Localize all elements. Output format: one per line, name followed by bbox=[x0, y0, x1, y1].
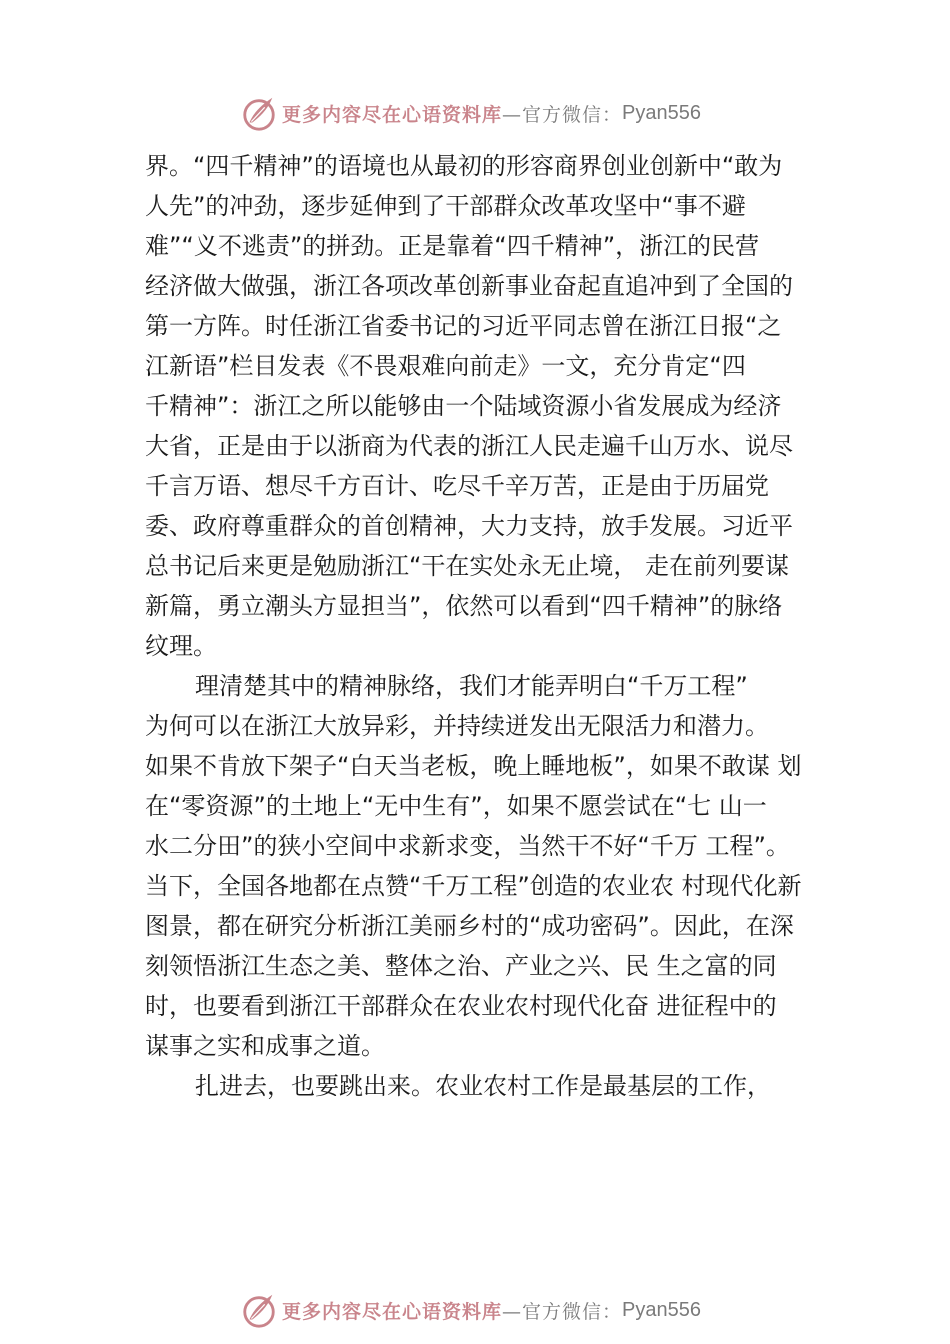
footer-wechat-id: Pyan556 bbox=[622, 1298, 701, 1321]
text-line: 纹理。 bbox=[145, 632, 217, 660]
text-line: 千言万语、想尽千方百计、吃尽千辛万苦，正是由于历届党 bbox=[145, 472, 769, 500]
text-line: 时，也要看到浙江干部群众在农业农村现代化奋 进征程中的 bbox=[145, 992, 777, 1020]
text-line: 当下，全国各地都在点赞“千万工程”创造的农业农 村现代化新 bbox=[145, 872, 802, 900]
document-body bbox=[145, 146, 835, 1106]
text-line: 刻领悟浙江生态之美、整体之治、产业之兴、民 生之富的同 bbox=[145, 952, 777, 980]
header-banner bbox=[0, 93, 950, 133]
text-line: 第一方阵。时任浙江省委书记的习近平同志曾在浙江日报“之 bbox=[145, 312, 782, 340]
header-wechat-id: Pyan556 bbox=[622, 101, 701, 124]
footer-banner bbox=[0, 1290, 950, 1330]
text-line: 水二分田”的狭小空间中求新求变，当然干不好“千万 工程”。 bbox=[145, 832, 790, 860]
paragraph-1 bbox=[145, 146, 835, 666]
text-line: 理清楚其中的精神脉络，我们才能弄明白“千万工程” bbox=[195, 672, 748, 700]
footer-brand-text: 更多内容尽在心语资料库 bbox=[282, 1300, 503, 1323]
text-line: 大省，正是由于以浙商为代表的浙江人民走遍千山万水、说尽 bbox=[145, 432, 793, 460]
text-line: 江新语”栏目发表《不畏艰难向前走》一文，充分肯定“四 bbox=[145, 352, 746, 380]
text-line: 谋事之实和成事之道。 bbox=[145, 1032, 385, 1060]
text-line: 扎进去，也要跳出来。农业农村工作是最基层的工作， bbox=[195, 1072, 771, 1100]
text-line: 图景，都在研究分析浙江美丽乡村的“成功密码”。因此，在深 bbox=[145, 912, 794, 940]
text-line: 委、政府尊重群众的首创精神，大力支持，放手发展。习近平 bbox=[145, 512, 793, 540]
header-brand-text: 更多内容尽在心语资料库 bbox=[282, 103, 503, 126]
paragraph-2 bbox=[145, 666, 835, 1066]
text-line: 界。“四千精神”的语境也从最初的形容商界创业创新中“敢为 bbox=[145, 152, 783, 180]
text-line: 总书记后来更是勉励浙江“干在实处永无止境， 走在前列要谋 bbox=[145, 552, 790, 580]
text-line: 在“零资源”的土地上“无中生有”，如果不愿尝试在“七 山一 bbox=[145, 792, 767, 820]
footer-wechat-label: —官方微信： bbox=[502, 1300, 623, 1323]
header-wechat-label: —官方微信： bbox=[502, 103, 623, 126]
text-line: 经济做大做强，浙江各项改革创新事业奋起直追冲到了全国的 bbox=[145, 272, 793, 300]
quill-logo-icon bbox=[240, 94, 278, 132]
quill-logo-icon bbox=[240, 1291, 278, 1329]
paragraph-3 bbox=[145, 1066, 835, 1106]
text-line: 为何可以在浙江大放异彩，并持续迸发出无限活力和潜力。 bbox=[145, 712, 769, 740]
text-line: 人先”的冲劲，逐步延伸到了干部群众改革攻坚中“事不避 bbox=[145, 192, 746, 220]
text-line: 如果不肯放下架子“白天当老板，晚上睡地板”，如果不敢谋 划 bbox=[145, 752, 802, 780]
text-line: 新篇，勇立潮头方显担当”，依然可以看到“四千精神”的脉络 bbox=[145, 592, 783, 620]
text-line: 千精神”：浙江之所以能够由一个陆域资源小省发展成为经济 bbox=[145, 392, 782, 420]
text-line: 难”“义不逃责”的拼劲。正是靠着“四千精神”，浙江的民营 bbox=[145, 232, 760, 260]
